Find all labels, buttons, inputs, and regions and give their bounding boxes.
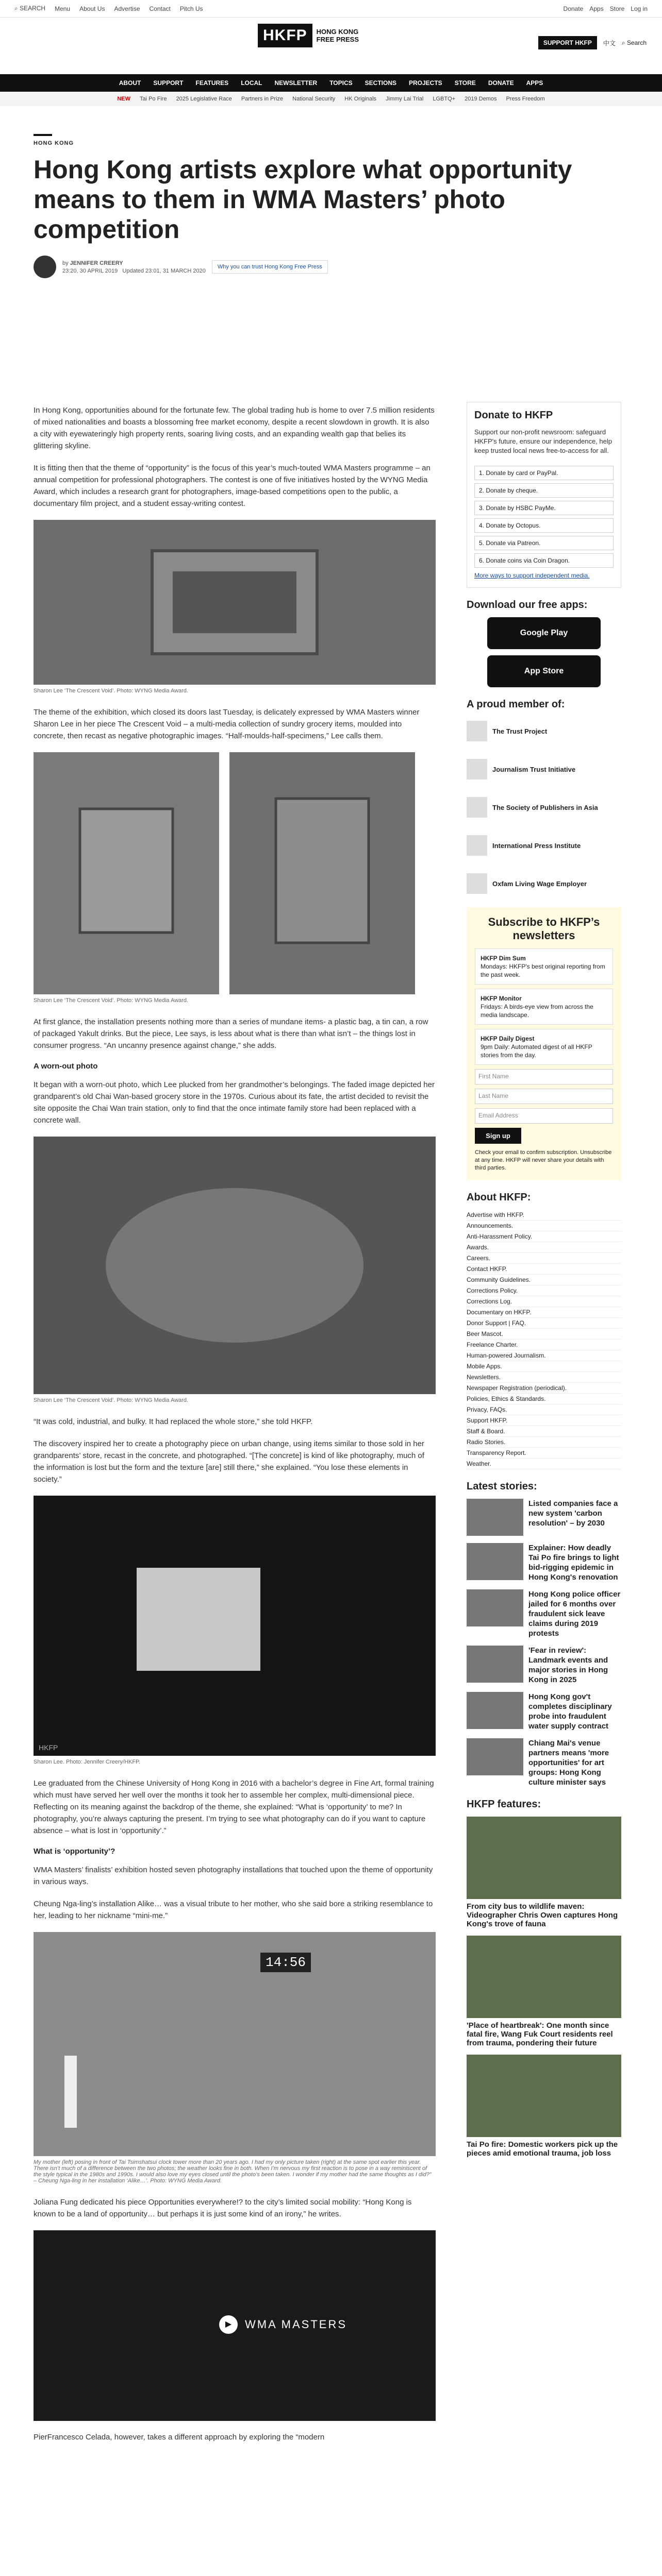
feature-thumb: [467, 2055, 621, 2137]
nav-item[interactable]: LOCAL: [241, 79, 262, 87]
play-icon[interactable]: ▶: [219, 2315, 238, 2334]
about-title: About HKFP:: [467, 1192, 531, 1203]
about-link[interactable]: Donor Support | FAQ.: [467, 1318, 621, 1329]
logo-mark: HKFP: [258, 24, 312, 47]
member-logo: [467, 873, 487, 894]
avatar: [34, 256, 56, 278]
latest-list: [467, 1499, 621, 1787]
apps-title: Download our free apps:: [467, 599, 588, 611]
about-link[interactable]: Corrections Policy.: [467, 1285, 621, 1296]
member-list: [467, 717, 621, 898]
newsletter-desc: Mondays: HKFP's best original reporting from the past week.: [481, 963, 605, 978]
paragraph: It began with a worn-out photo, which Lee plucked from her grandmother’s belongings. The faded image depicted her grandparent’s old Chai Wan-based grocery store in the 1970s. Curious about its fate, the artist decided to revisit the site opposite the Chai Wan train station, only to find that the once intimate family store had been replaced with a concrete wall.: [34, 1080, 435, 1125]
features-title: HKFP features:: [467, 1799, 541, 1810]
trending-item[interactable]: 2025 Legislative Race: [176, 96, 232, 102]
about-link[interactable]: Contact HKFP.: [467, 1264, 621, 1275]
caption: Sharon Lee ‘The Crescent Void’. Photo: WYNG Media Award.: [34, 997, 189, 1004]
app-store-badge[interactable]: App Store: [487, 655, 601, 687]
feature-title: 'Place of heartbreak': One month since fatal fire, Wang Fuk Court residents reel from trauma, pondering their future: [467, 2021, 613, 2047]
article-title: Hong Kong artists explore what opportunity means to them in WMA Masters’ photo competition: [34, 155, 572, 244]
hkfp-watermark: HKFP: [39, 1743, 58, 1752]
nav-item[interactable]: NEWSLETTER: [274, 79, 318, 87]
newsletter-name: HKFP Dim Sum: [481, 955, 526, 962]
paragraph: At first glance, the installation presents nothing more than a series of mundane items- a plastic bag, a tin can, a row of packaged Yakult drinks. But the piece, Lee says, is less about what is there than what isn’t – the things lost in consumer progress. “An uncanny presence against change,” she adds.: [34, 1018, 428, 1050]
latest-story[interactable]: [467, 1499, 621, 1536]
app-stores: [467, 617, 621, 687]
paragraph: Lee graduated from the Chinese University of Hong Kong in 2016 with a bachelor’s degree in Fine Art, formal training which must have served her well over the months it took her to assemble her complex, multi-dimensional piece. Reflecting on its meaning against the backdrop of the theme, she explained: “What is ‘opportunity’ to me? In photography, you’re always capturing the present. I’m trying to see what photography can do if you want to capture absence – what is lost in ‘opportunity’.”: [34, 1779, 434, 1835]
subheading: A worn-out photo: [34, 1062, 98, 1071]
feature-title: From city bus to wildlife maven: Videographer Chris Owen captures Hong Kong's trove of fauna: [467, 1902, 618, 1928]
about-link[interactable]: Weather.: [467, 1459, 621, 1469]
about-link[interactable]: Privacy, FAQs.: [467, 1404, 621, 1415]
member-item[interactable]: [467, 717, 621, 745]
member-name: The Society of Publishers in Asia: [492, 803, 598, 811]
article-photo[interactable]: [34, 520, 436, 685]
member-item[interactable]: [467, 869, 621, 898]
paragraph: The discovery inspired her to create a photography piece on urban change, using items similar to those sold in her grandparents’ store, recast in the concrete, and photographed. “[The concrete] is kind of like photography, much of the information is lost but the form and the texture [are] still there,” she explained. “You lose these elements in society.”: [34, 1439, 424, 1484]
newsletter-option[interactable]: [475, 1029, 613, 1065]
paragraph: “It was cold, industrial, and bulky. It had replaced the whole store,” she told HKFP.: [34, 1417, 313, 1426]
about-link[interactable]: Careers.: [467, 1253, 621, 1264]
story-title: Listed companies face a new system 'carbon resolution' – by 2030: [528, 1499, 618, 1528]
author-link[interactable]: JENNIFER CREERY: [70, 260, 123, 266]
nav-item[interactable]: ABOUT: [119, 79, 141, 87]
about-link[interactable]: Newsletters.: [467, 1372, 621, 1383]
nav-item[interactable]: SECTIONS: [365, 79, 396, 87]
header-search-link[interactable]: ⌕ Search: [621, 39, 647, 46]
article-photo[interactable]: [34, 752, 219, 994]
member-item[interactable]: [467, 831, 621, 860]
about-link[interactable]: Staff & Board.: [467, 1426, 621, 1437]
feature-thumb: [467, 1817, 621, 1899]
about-link[interactable]: About Us: [79, 5, 105, 12]
video-title: WMA MASTERS: [245, 2318, 347, 2331]
latest-story[interactable]: [467, 1589, 621, 1638]
newsletter-option[interactable]: [475, 989, 613, 1025]
trending-item[interactable]: Press Freedom: [506, 96, 545, 102]
story-thumb: [467, 1499, 523, 1536]
story-thumb: [467, 1646, 523, 1683]
bag-relief-image: [34, 752, 219, 994]
paragraph: It is fitting then that the theme of “opportunity” is the focus of this year’s much-touted WMA Masters programme – an annual competition for professional photographers. The contest is one of five initiatives hosted by the WYNG Media Award, which includes a research grant for photographers, image-based competitions open to the public, a documentary film project, and a student essay-writing contest.: [34, 464, 431, 508]
latest-story[interactable]: [467, 1646, 621, 1685]
member-logo: [467, 797, 487, 818]
sidebar: [467, 402, 621, 2165]
language-link[interactable]: 中文: [603, 39, 616, 47]
search-label: SEARCH: [20, 5, 46, 12]
pitch-link[interactable]: Pitch Us: [179, 5, 203, 12]
article-photo[interactable]: [34, 1932, 436, 2156]
paragraph: Cheung Nga-ling’s installation Alike… was a visual tribute to her mother, who she said bore a striking resemblance to her, leading to her nickname “mini-me.”: [34, 1900, 433, 1920]
about-link[interactable]: Freelance Charter.: [467, 1340, 621, 1350]
login-link[interactable]: Log in: [631, 5, 648, 12]
story-thumb: [467, 1738, 523, 1775]
latest-story[interactable]: [467, 1543, 621, 1582]
updated-date: Updated 23:01, 31 MARCH 2020: [122, 267, 206, 274]
google-play-badge[interactable]: Google Play: [487, 617, 601, 649]
about-link[interactable]: Documentary on HKFP.: [467, 1307, 621, 1318]
newsletter-desc: 9pm Daily: Automated digest of all HKFP stories from the day.: [481, 1043, 592, 1059]
member-logo: [467, 835, 487, 856]
feature-thumb: [467, 1936, 621, 2018]
member-name: Journalism Trust Initiative: [492, 765, 576, 773]
nav-item[interactable]: TOPICS: [329, 79, 353, 87]
story-thumb: [467, 1543, 523, 1580]
concrete-relief-image: [34, 520, 436, 685]
clock-tower-image: [34, 1932, 436, 2156]
member-logo: [467, 721, 487, 741]
about-list: [467, 1210, 621, 1469]
trending-item[interactable]: Tai Po Fire: [139, 96, 167, 102]
donate-link[interactable]: Donate: [563, 5, 584, 12]
paragraph: Joliana Fung dedicated his piece Opportunities everywhere!? to the city’s limited social mobility: “Hong Kong is known to be a land of opportunity… but perhaps it is just some kind of an irony,” he writes.: [34, 2198, 412, 2218]
nav-item[interactable]: SUPPORT: [153, 79, 184, 87]
article-photo[interactable]: [229, 752, 415, 994]
story-title: Chiang Mai's venue partners means 'more opportunities' for art groups: Hong Kong culture minister says: [528, 1739, 609, 1787]
trending-item[interactable]: HK Originals: [344, 96, 377, 102]
newsletter-desc: Fridays: A birds-eye view from across the media landscape.: [481, 1003, 593, 1019]
story-title: Hong Kong gov't completes disciplinary probe into fraudulent water supply contract: [528, 1692, 612, 1731]
trending-item[interactable]: National Security: [292, 96, 336, 102]
donate-option[interactable]: 4. Donate by Octopus.: [474, 518, 614, 533]
artist-portrait-image: [34, 1496, 436, 1756]
donate-option[interactable]: 6. Donate coins via Coin Dragon.: [474, 553, 614, 568]
feature-story[interactable]: [467, 1936, 621, 2047]
by-label: by: [62, 260, 69, 266]
newsletter-box: [467, 907, 621, 1180]
member-logo: [467, 759, 487, 779]
donate-option[interactable]: 1. Donate by card or PayPal.: [474, 466, 614, 480]
nav-item[interactable]: DONATE: [488, 79, 514, 87]
new-badge: NEW: [117, 96, 130, 102]
photo-pair: [34, 752, 436, 994]
caption: My mother (left) posing in front of Tai Tsimshatsui clock tower more than 20 years ago. I had my only picture taken (right) at the same spot earlier this year. There isn’t much of a difference between the two photos; the weather looks fine in both. When I’m nervous my first reaction is to pose in a way reminiscent of the style typical in the 1980s and 1990s. I would also love my eyes closed until the photo’s been taken. I wonder if my mother had the same thoughts as I did?” – Cheung Nga-ling in her installation ‘Alike…’. Photo: WYNG Media Award.: [34, 2159, 432, 2184]
byline: [34, 256, 632, 278]
about-link[interactable]: Radio Stories.: [467, 1437, 621, 1448]
nav-item[interactable]: STORE: [454, 79, 476, 87]
more-ways-link[interactable]: More ways to support independent media.: [474, 572, 590, 579]
about-link[interactable]: Support HKFP.: [467, 1415, 621, 1426]
apps-link[interactable]: Apps: [589, 5, 604, 12]
latest-story[interactable]: [467, 1738, 621, 1787]
story-title: 'Fear in review': Landmark events and major stories in Hong Kong in 2025: [528, 1646, 608, 1684]
gun-relief-image: [34, 1137, 436, 1394]
feature-story[interactable]: [467, 2055, 621, 2158]
newsletter-title: Subscribe to HKFP’s newsletters: [488, 916, 600, 942]
top-utility-bar: [0, 0, 662, 18]
store-link[interactable]: Store: [609, 5, 625, 12]
donate-text: Support our non-profit newsroom: safeguard HKFP's future, ensure our independence, help keep trusted local news free-to-access for all.: [474, 428, 612, 454]
paragraph: WMA Masters’ finalists’ exhibition hosted seven photography installations that touched upon the theme of opportunity in various ways.: [34, 1866, 433, 1886]
article-main: [34, 134, 632, 2442]
donate-option[interactable]: 5. Donate via Patreon.: [474, 536, 614, 550]
latest-story[interactable]: [467, 1692, 621, 1731]
about-link[interactable]: Anti-Harassment Policy.: [467, 1231, 621, 1242]
paragraph: The theme of the exhibition, which closed its doors last Tuesday, is delicately expressed by WMA Masters winner Sharon Lee in her piece The Crescent Void – a multi-media collection of sundry grocery items, moulded into concrete, then recast as negative photographic images. “Half-moulds-half-specimens,” Lee calls them.: [34, 708, 420, 740]
about-link[interactable]: Advertise with HKFP.: [467, 1210, 621, 1221]
donate-title: Donate to HKFP: [474, 410, 553, 421]
support-button[interactable]: SUPPORT HKFP: [538, 36, 597, 49]
about-link[interactable]: Policies, Ethics & Standards.: [467, 1394, 621, 1404]
about-link[interactable]: Newspaper Registration (periodical).: [467, 1383, 621, 1394]
story-title: Hong Kong police officer jailed for 6 months over fraudulent sick leave claims during 2019 protests: [528, 1590, 621, 1638]
about-link[interactable]: Announcements.: [467, 1221, 621, 1231]
search-link[interactable]: ⌕ SEARCH: [14, 5, 46, 12]
menu-link[interactable]: Menu: [55, 5, 71, 12]
caption: Sharon Lee. Photo: Jennifer Creery/HKFP.: [34, 1759, 141, 1765]
trending-list: [140, 96, 545, 102]
subheading: What is ‘opportunity’?: [34, 1847, 115, 1856]
site-logo[interactable]: [258, 24, 359, 47]
member-name: The Trust Project: [492, 727, 548, 735]
trust-badge[interactable]: Why you can trust Hong Kong Free Press: [212, 260, 328, 274]
feature-story[interactable]: [467, 1817, 621, 1928]
feature-title: Tai Po fire: Domestic workers pick up the pieces amid emotional trauma, job loss: [467, 2140, 618, 2158]
logo-tag-1: HONG KONG: [316, 28, 359, 36]
newsletter-options: [475, 948, 613, 1065]
member-item[interactable]: [467, 793, 621, 822]
main-nav: [0, 74, 662, 92]
story-thumb: [467, 1589, 523, 1626]
clock-display: 14:56: [260, 1953, 311, 1972]
features-list: [467, 1817, 621, 2158]
trending-item[interactable]: LGBTQ+: [433, 96, 456, 102]
about-link[interactable]: Beer Mascot.: [467, 1329, 621, 1340]
signup-button[interactable]: Sign up: [475, 1128, 521, 1144]
about-link[interactable]: Corrections Log.: [467, 1296, 621, 1307]
article-body: [34, 404, 436, 2453]
latest-title: Latest stories:: [467, 1481, 537, 1492]
donate-option[interactable]: 2. Donate by cheque.: [474, 483, 614, 498]
article-category[interactable]: HONG KONG: [34, 140, 74, 146]
about-link[interactable]: Human-powered Journalism.: [467, 1350, 621, 1361]
trending-item[interactable]: Jimmy Lai Trial: [386, 96, 424, 102]
header-search-label: Search: [626, 39, 647, 46]
bottle-relief-image: [229, 752, 415, 994]
about-link[interactable]: Community Guidelines.: [467, 1275, 621, 1285]
trending-bar: [0, 92, 662, 106]
nav-item[interactable]: FEATURES: [195, 79, 229, 87]
donate-box: [467, 402, 621, 588]
contact-link[interactable]: Contact: [149, 5, 171, 12]
newsletter-option[interactable]: [475, 948, 613, 985]
member-title: A proud member of:: [467, 699, 565, 710]
member-name: International Press Institute: [492, 841, 581, 850]
member-item[interactable]: [467, 755, 621, 784]
newsletter-name: HKFP Monitor: [481, 995, 522, 1002]
donate-options: [474, 466, 614, 568]
logo-tag-2: FREE PRESS: [316, 36, 359, 43]
caption: Sharon Lee ‘The Crescent Void’. Photo: WYNG Media Award.: [34, 688, 189, 694]
about-link[interactable]: Mobile Apps.: [467, 1361, 621, 1372]
advertise-link[interactable]: Advertise: [114, 5, 140, 12]
about-link[interactable]: Transparency Report.: [467, 1448, 621, 1459]
publish-date: 23:20, 30 APRIL 2019: [62, 267, 118, 274]
trending-item[interactable]: Partners in Prize: [241, 96, 284, 102]
newsletter-name: HKFP Daily Digest: [481, 1035, 535, 1042]
article-photo[interactable]: [34, 1496, 436, 1756]
story-thumb: [467, 1692, 523, 1729]
trending-item[interactable]: 2019 Demos: [465, 96, 497, 102]
story-title: Explainer: How deadly Tai Po fire brings to light bid-rigging epidemic in Hong Kong's renovation: [528, 1544, 619, 1582]
email-input[interactable]: Email Address: [475, 1108, 613, 1124]
video-player[interactable]: [34, 2230, 436, 2421]
about-link[interactable]: Awards.: [467, 1242, 621, 1253]
last-name-input[interactable]: Last Name: [475, 1089, 613, 1104]
newsletter-fineprint: Check your email to confirm subscription. Unsubscribe at any time. HKFP will never share your details with third parties.: [475, 1149, 612, 1171]
paragraph: PierFrancesco Celada, however, takes a different approach by exploring the “modern: [34, 2433, 325, 2442]
category-rule: [34, 134, 52, 136]
first-name-input[interactable]: First Name: [475, 1069, 613, 1084]
article-photo[interactable]: [34, 1137, 436, 1394]
member-name: Oxfam Living Wage Employer: [492, 879, 587, 888]
paragraph: In Hong Kong, opportunities abound for the fortunate few. The global trading hub is home to over 7.5 million residents of mixed nationalities and boasts a blossoming free market economy, despite a recent slowdown in growth. It is also a city with eyewateringly high property rents, soaring living costs, and an expanding wealth gap that belies its glittering skyline.: [34, 406, 435, 450]
caption: Sharon Lee ‘The Crescent Void’. Photo: WYNG Media Award.: [34, 1397, 189, 1403]
nav-item[interactable]: PROJECTS: [409, 79, 442, 87]
nav-item[interactable]: APPS: [526, 79, 543, 87]
donate-option[interactable]: 3. Donate by HSBC PayMe.: [474, 501, 614, 515]
